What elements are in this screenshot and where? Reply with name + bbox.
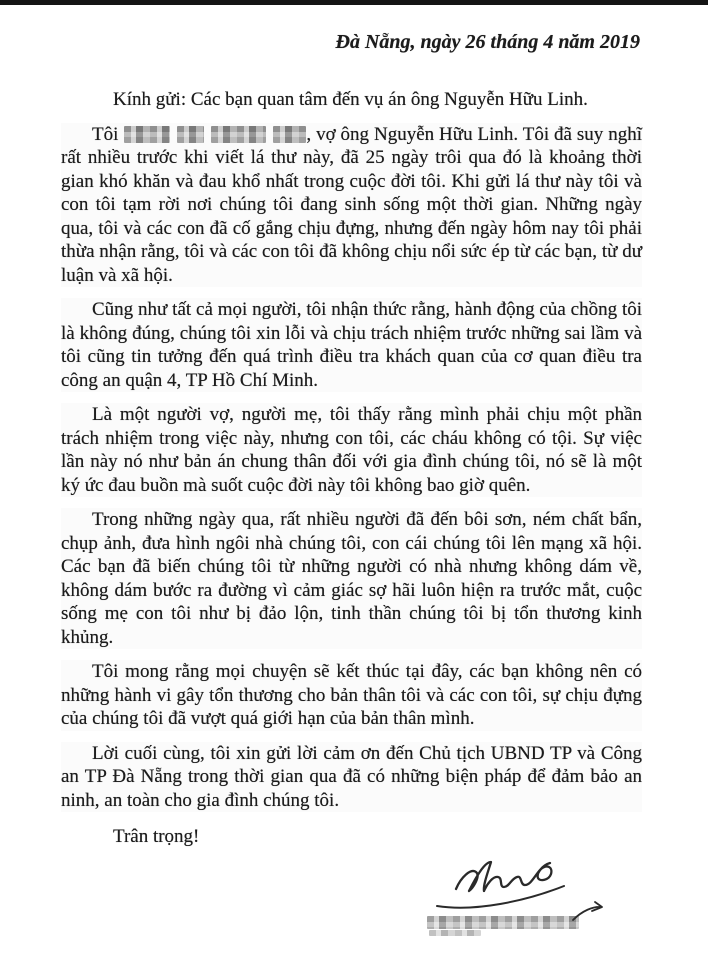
- redaction-pixel-block: [211, 126, 266, 143]
- closing-line: Trân trọng!: [113, 826, 200, 847]
- handwritten-signature: [421, 853, 631, 953]
- letter-paragraph-intro: [61, 123, 642, 288]
- paragraph-intro-rest: , vợ ông Nguyễn Hữu Linh. Tôi đã suy nghĩ rất nhiều trước khi viết lá thư này, đã 25 ngày trôi qua đó là khoảng thời gian khó khăn và đau khổ nhất trong cuộc đời tôi. Khi gửi lá thư này tôi và con tôi tạm rời nơi chúng tôi đang sinh sống một thời gian. Những ngày qua, tôi và các con đã cố gắng chịu đựng, nhưng đến ngày hôm nay tôi phải thừa nhận rằng, tôi và các con tôi đã không chịu nổi sức ép từ các bạn, từ dư luận và xã hội.: [61, 123, 642, 286]
- letter-paragraph: Cũng như tất cả mọi người, tôi nhận thức rằng, hành động của chồng tôi là không đúng, chúng tôi xin lỗi và chịu trách nhiệm trước những sai lầm và tôi cũng tin tưởng đến quá trình điều tra khách quan của cơ quan điều tra công an quận 4, TP Hồ Chí Minh.: [61, 299, 642, 391]
- redaction-pixel-block: [177, 126, 204, 143]
- paragraph-intro-lead: Tôi: [92, 123, 119, 145]
- letter-paragraph: Trong những ngày qua, rất nhiều người đã đến bôi sơn, ném chất bẩn, chụp ảnh, đưa hình ngôi nhà chúng tôi, con cái chúng tôi lên mạng xã hội. Các bạn đã biến chúng tôi từ những người có nhà nhưng không dám về, không dám bước ra đường vì cảm giác sợ hãi luôn hiện ra trước mắt, cuộc sống mẹ con tôi như bị đảo lộn, tinh thần chúng tôi bị tổn thương kinh khủng.: [61, 509, 642, 648]
- redaction-pixel-block: [124, 126, 170, 143]
- letter-paragraph: Là một người vợ, người mẹ, tôi thấy rằng mình phải chịu một phần trách nhiệm trong việc này, nhưng con tôi, các cháu không có tội. Sự việc lần này nó như bản án chung thân đối với gia đình chúng tôi, nó sẽ là một ký ức đau buồn mà suốt cuộc đời này tôi không bao giờ quên.: [61, 404, 642, 496]
- redaction-pixel-block: [273, 126, 306, 143]
- signature-area: [421, 853, 631, 953]
- signature-stroke: [456, 862, 551, 891]
- salutation-line: Kính gửi: Các bạn quan tâm đến vụ án ông Nguyễn Hữu Linh.: [113, 89, 588, 110]
- letter-paragraph: Lời cuối cùng, tôi xin gửi lời cảm ơn đến Chủ tịch UBND TP và Công an TP Đà Nẵng trong thời gian qua đã có những biện pháp để đảm bảo an ninh, an toàn cho gia đình chúng tôi.: [61, 742, 642, 811]
- redacted-author-name: [118, 124, 306, 145]
- date-line: Đà Nẵng, ngày 26 tháng 4 năm 2019: [335, 31, 640, 53]
- scan-top-edge: [0, 0, 708, 5]
- letter-paragraph: Tôi mong rằng mọi chuyện sẽ kết thúc tại đây, các bạn không nên có những hành vi gây tổn thương cho bản thân tôi và các con tôi, sự chịu đựng của chúng tôi đã vượt quá giới hạn của bản thân mình.: [61, 661, 642, 729]
- letter-page: [0, 29, 708, 953]
- signature-flourish: [573, 902, 602, 920]
